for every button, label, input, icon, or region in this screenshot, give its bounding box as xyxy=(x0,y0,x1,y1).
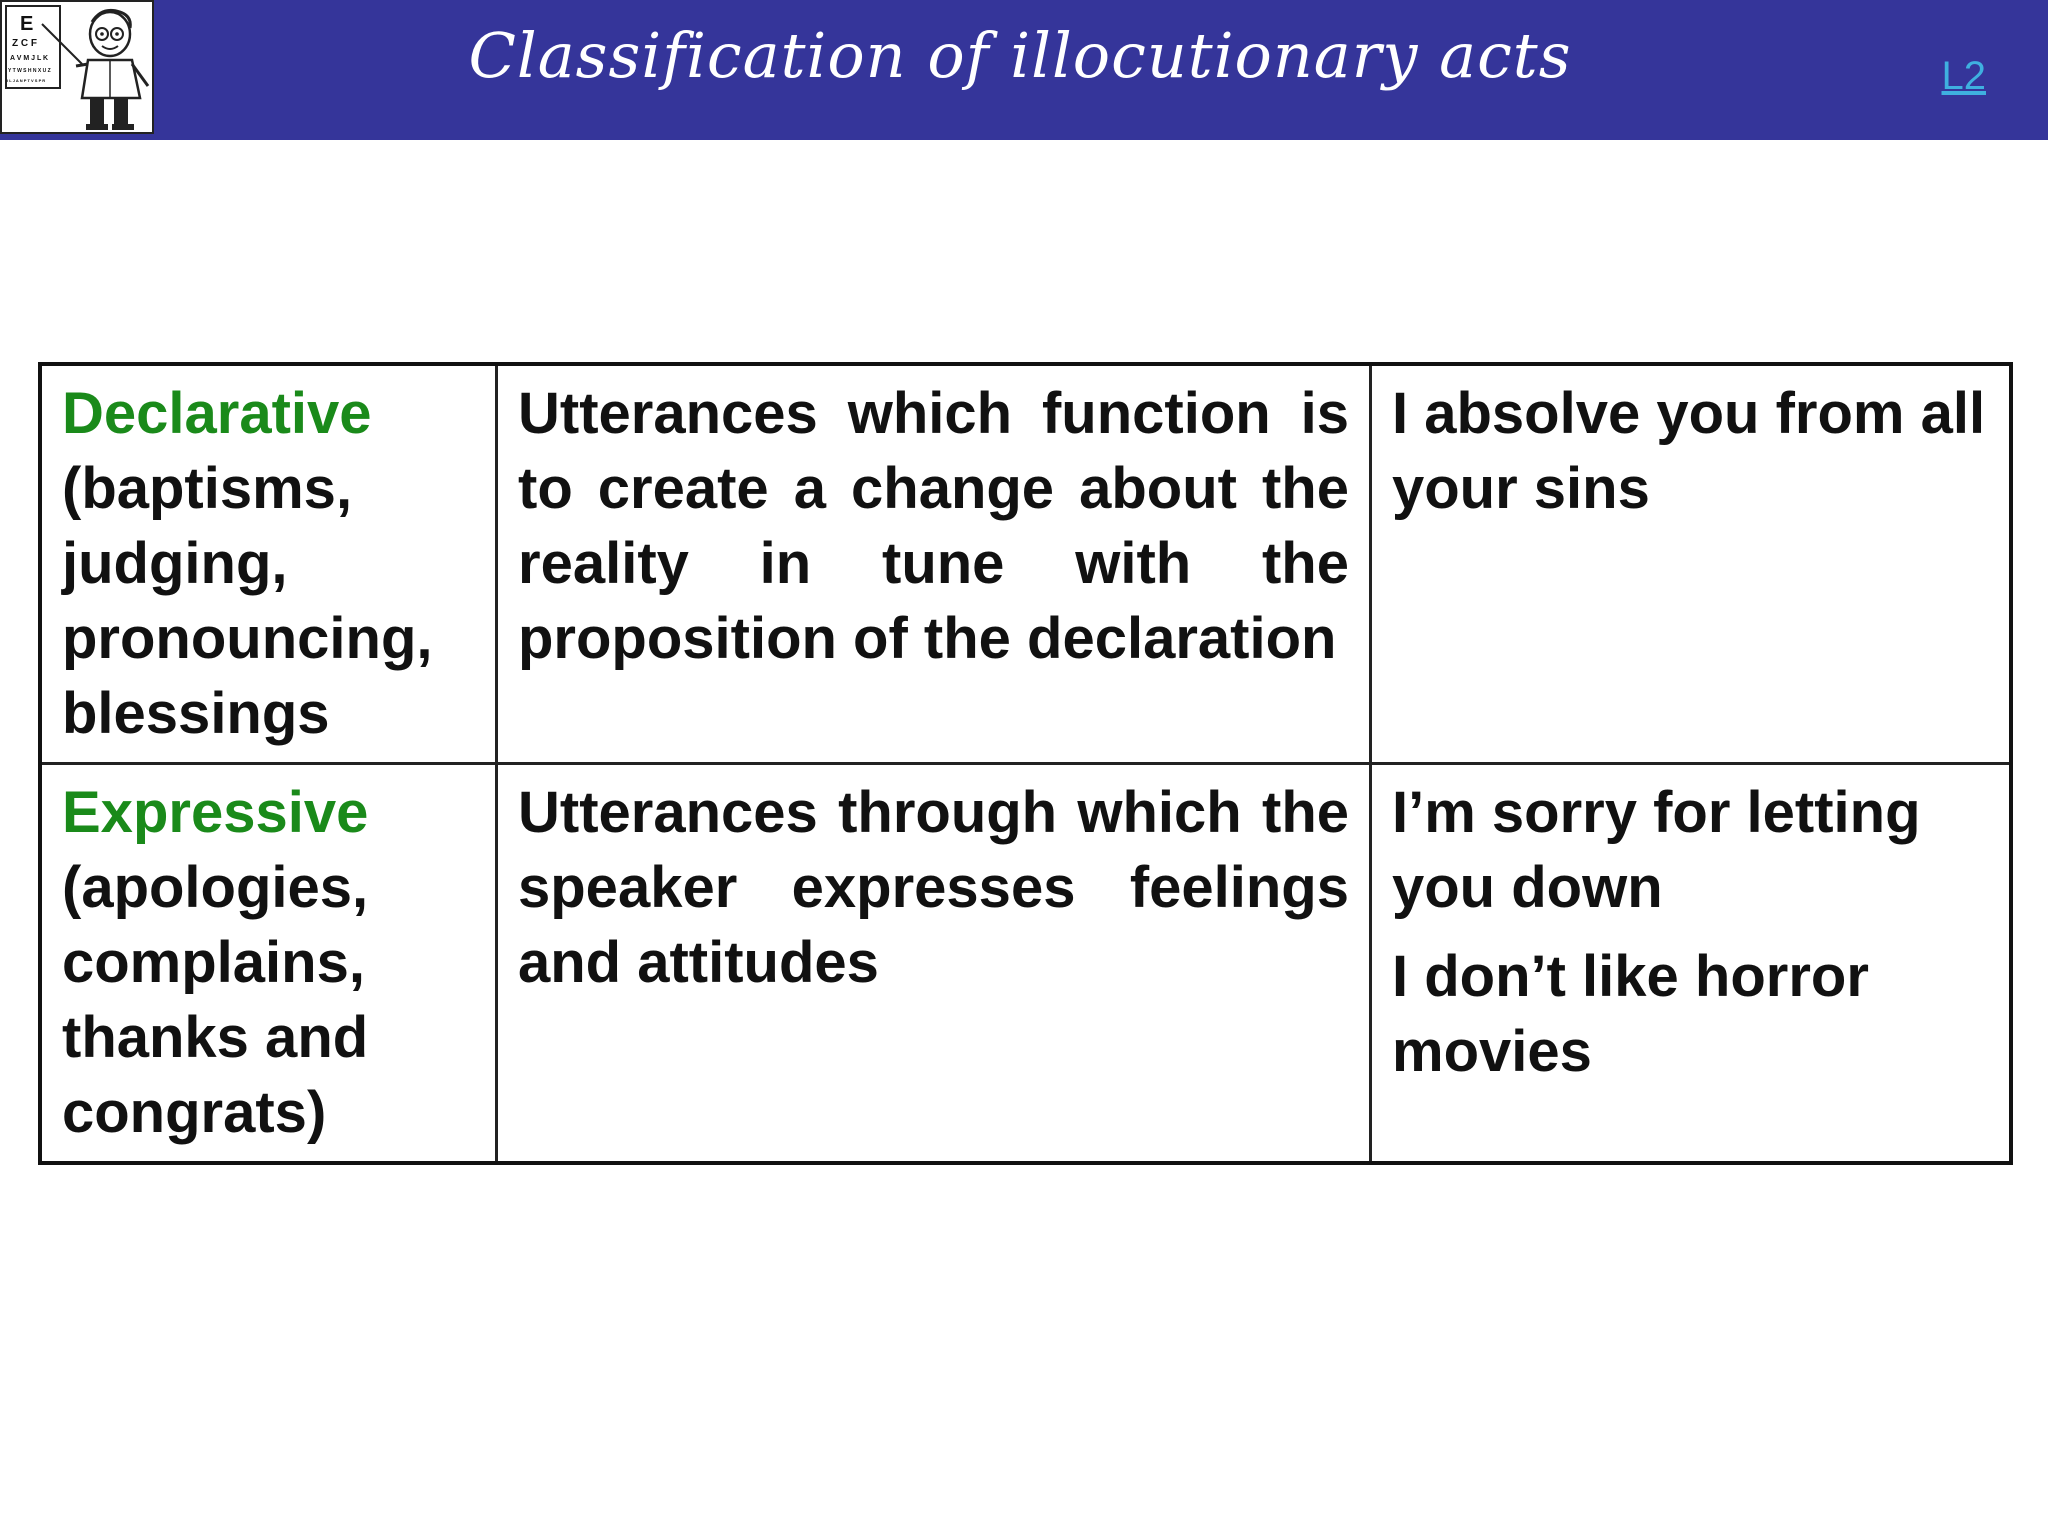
chart-line-4: Y T W S H N X U Z xyxy=(8,68,51,74)
act-sentence-cell xyxy=(1371,764,2012,1164)
act-examples: (apologies, complains, thanks and congrats) xyxy=(62,855,369,1145)
act-type-cell xyxy=(40,764,497,1164)
act-term: Expressive xyxy=(62,780,369,845)
act-sentence-cell xyxy=(1371,364,2012,764)
chart-line-3: A V M J L K xyxy=(10,55,49,62)
example-sentence: I don’t like horror movies xyxy=(1392,944,1869,1084)
act-description-cell xyxy=(497,364,1371,764)
slide-title: Classification of illocutionary acts xyxy=(468,19,1572,92)
chart-line-2: Z C F xyxy=(12,38,37,49)
table-row-declarative xyxy=(40,364,2011,764)
eye-chart-teacher-icon xyxy=(0,0,154,134)
l2-link[interactable]: L2 xyxy=(1941,54,1986,98)
act-term: Declarative xyxy=(62,381,372,446)
act-type-cell xyxy=(40,364,497,764)
chart-line-5: I L J A N P T V S P R xyxy=(7,78,46,83)
illocutionary-acts-table xyxy=(38,362,2013,1165)
table-row-expressive xyxy=(40,764,2011,1164)
act-description-cell xyxy=(497,764,1371,1164)
act-description: Utterances which function is to create a change about the reality in tune with the proposition of the declaration xyxy=(518,381,1349,671)
eye-chart-teacher-illustration xyxy=(2,2,152,132)
title-bar xyxy=(0,0,2048,140)
example-sentence: I’m sorry for letting you down xyxy=(1392,780,1921,920)
chart-line-1: E xyxy=(20,13,34,35)
act-examples: (baptisms, judging, pronouncing, blessings xyxy=(62,456,433,746)
act-description: Utterances through which the speaker expresses feelings and attitudes xyxy=(518,780,1349,995)
example-sentence: I absolve you from all your sins xyxy=(1392,381,1986,521)
